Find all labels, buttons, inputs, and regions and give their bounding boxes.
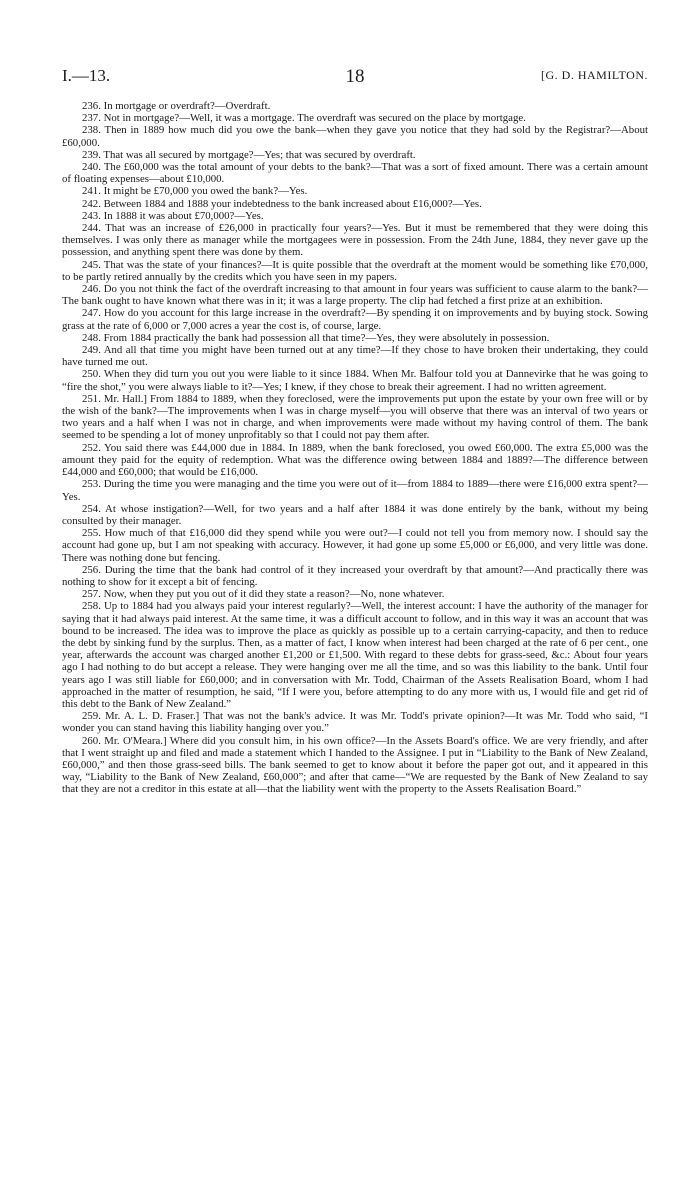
header-witness-name: [G. D. HAMILTON. bbox=[541, 68, 648, 82]
paragraph-257: 257. Now, when they put you out of it did they state a reason?—No, none whatever. bbox=[82, 588, 445, 601]
paragraph-254: 254. At whose instigation?—Well, for two years and a half after 1884 it was done entirely by the bank, without my being consulted by their manager. bbox=[62, 502, 648, 527]
testimony-body bbox=[62, 100, 648, 796]
paragraph-249: 249. And all that time you might have been turned out at any time?—If they chose to have broken their undertaking, they could have turned me out. bbox=[62, 344, 648, 369]
paragraph-256: 256. During the time that the bank had control of it they increased your overdraft by that amount?—And practically there was nothing to show for it except a bit of fencing. bbox=[62, 563, 648, 588]
paragraph-241: 241. It might be £70,000 you owed the bank?—Yes. bbox=[82, 185, 308, 198]
paragraph-258: 258. Up to 1884 had you always paid your interest regularly?—Well, the interest account: I have the authority of the manager for saying that it had always paid interest. At the same time, it was a difficult account to follow, and in this way it was an account that was bound to be increased. The idea was to improve the place as quickly as possible up to a certain carrying-capacity, and then to reduce the debt by sinking fund by the surplus. Then, as a matter of fact, I know when interest had been charged at the rate of 6 per cent., one year, afterwards the account was charged another £1,200 or £1,500. With regard to these debts for grass-seed, &c.: About four years ago I had nothing to do but accept a release. They were hanging over me all the time, and so was this liability to the bank. Until four years ago I was still liable for £60,000; and in conversation with Mr. Todd, Chairman of the Assets Realisation Board, whom I had approached in the matter of resumption, he said, “If I were you, before attempting to do any more with us, I would file and get rid of this debt to the Bank of New Zealand.” bbox=[62, 600, 648, 710]
page-number: 18 bbox=[345, 66, 365, 87]
paragraph-251: 251. Mr. Hall.] From 1884 to 1889, when they foreclosed, were the improvements put upon the estate by your own free will or by the wish of the bank?—The improvements when I was in charge myself—you will observe that there was an interval of two years or two years and a half when I was not in charge, and when improvements were made without my having control of them. The bank seemed to be spending a lot of money unprofitably so that I could not pay them after. bbox=[62, 392, 648, 442]
paragraph-243: 243. In 1888 it was about £70,000?—Yes. bbox=[82, 209, 264, 222]
paragraph-255: 255. How much of that £16,000 did they spend while you were out?—I could not tell you from memory now. I should say the account had gone up, but I am not speaking with accuracy. However, it had gone up some £5,000 or £6,000, and very little was done. There was nothing done but fencing. bbox=[62, 527, 648, 564]
paragraph-250: 250. When they did turn you out you were liable to it since 1884. When Mr. Balfour told you at Dannevirke that he was going to “fire the shot,” you were always liable to it?—Yes; I knew, if they chose to break their agreement. I had no written agreement. bbox=[62, 368, 648, 393]
paragraph-246: 246. Do you not think the fact of the overdraft increasing to that amount in four years was sufficient to cause alarm to the bank?—The bank ought to have known what there was in it; it was a large property. The clip had fetched a first prize at an exhibition. bbox=[62, 283, 648, 308]
paragraph-247: 247. How do you account for this large increase in the overdraft?—By spending it on improvements and by buying stock. Sowing grass at the rate of 6,000 or 7,000 acres a year the cost is, of course, large. bbox=[62, 307, 648, 332]
paragraph-245: 245. That was the state of your finances?—It is quite possible that the overdraft at the moment would be something like £70,000, to be partly retired annually by the credits which you have seen in my papers. bbox=[62, 258, 648, 283]
paragraph-244: 244. That was an increase of £26,000 in practically four years?—Yes. But it must be remembered that they were doing this themselves. I was only there as manager while the mortgagees were in possession. From the 24th June, 1884, they never gave up the possession, and anything spent there was done by them. bbox=[62, 222, 648, 259]
page-header bbox=[62, 66, 648, 96]
paragraph-238: 238. Then in 1889 how much did you owe the bank—when they gave you notice that they had sold by the Registrar?—About £60,000. bbox=[62, 124, 648, 149]
header-paper-number: I.—13. bbox=[62, 66, 111, 85]
paragraph-239: 239. That was all secured by mortgage?—Yes; that was secured by overdraft. bbox=[82, 148, 416, 161]
paragraph-253: 253. During the time you were managing and the time you were out of it—from 1884 to 1889—there were £16,000 extra spent?—Yes. bbox=[62, 478, 648, 503]
paragraph-236: 236. In mortgage or overdraft?—Overdraft. bbox=[82, 100, 271, 112]
paragraph-240: 240. The £60,000 was the total amount of your debts to the bank?—That was a sort of fixed amount. There was a certain amount of floating expenses—about £10,000. bbox=[62, 161, 648, 186]
paragraph-242: 242. Between 1884 and 1888 your indebtedness to the bank increased about £16,000?—Yes. bbox=[82, 197, 482, 210]
paragraph-259: 259. Mr. A. L. D. Fraser.] That was not the bank's advice. It was Mr. Todd's private opinion?—It was Mr. Todd who said, “I wonder you can stand having this liability hanging over you.” bbox=[62, 710, 648, 735]
paragraph-252: 252. You said there was £44,000 due in 1884. In 1889, when the bank foreclosed, you owed £60,000. The extra £5,000 was the amount they paid for the equity of redemption. What was the difference owing between 1884 and 1889?—The difference between £44,000 and £60,000; that would be £16,000. bbox=[62, 441, 648, 479]
paragraph-248: 248. From 1884 practically the bank had possession all that time?—Yes, they were absolutely in possession. bbox=[82, 331, 550, 344]
paragraph-260: 260. Mr. O'Meara.] Where did you consult him, in his own office?—In the Assets Board's office. We are very friendly, and after that I went straight up and filed and made a statement which I handed to the Assignee. I put in “Liability to the Bank of New Zealand, £60,000,” and then those grass-seed bills. The bank seemed to get to know about it before the paper got out, and it appeared in this way, “Liability to the Bank of New Zealand, £60,000”; and after that came—“We are requested by the Bank of New Zealand to say that they are not a creditor in this estate at all—that the liability went with the property to the Assets Realisation Board.” bbox=[62, 734, 648, 796]
paragraph-237: 237. Not in mortgage?—Well, it was a mortgage. The overdraft was secured on the place by mortgage. bbox=[82, 112, 526, 125]
